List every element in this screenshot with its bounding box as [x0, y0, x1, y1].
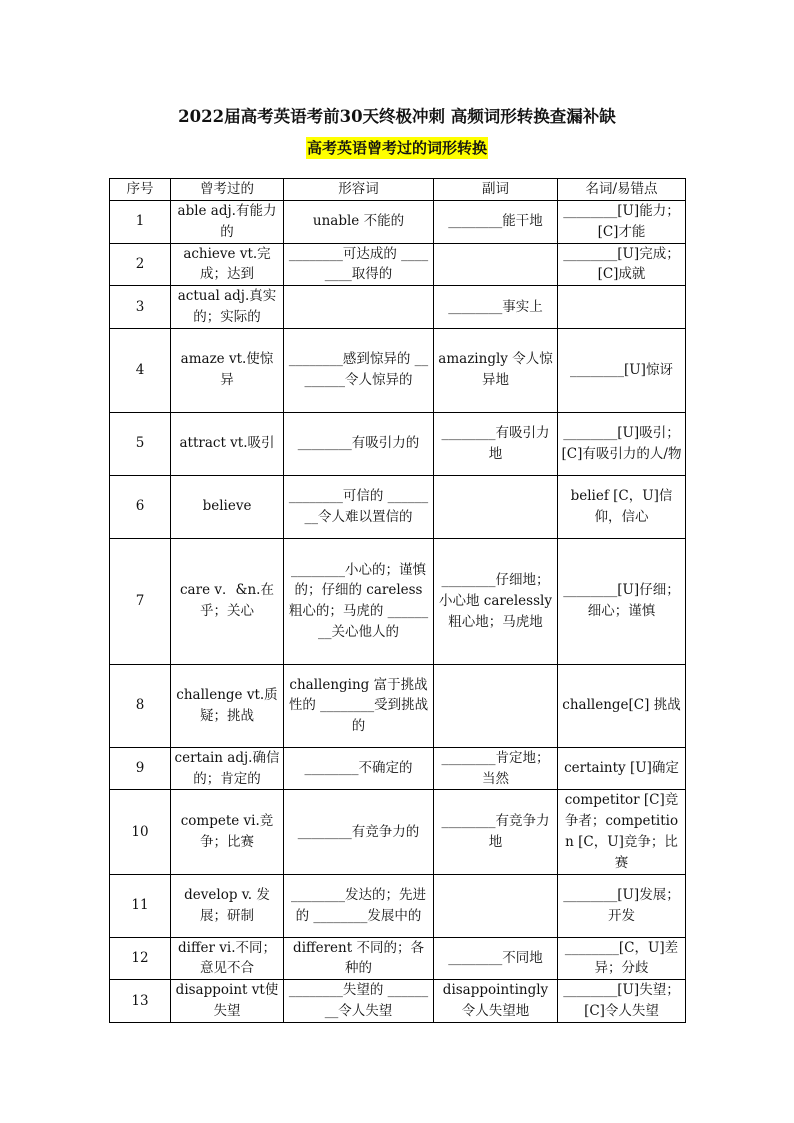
- cell-noun: [558, 286, 686, 329]
- row-number: 4: [110, 328, 171, 412]
- table-row: [110, 980, 686, 1023]
- table-row: [110, 412, 686, 475]
- cell-noun: competitor [C]竞争者；competition [C，U]竞争；比赛: [558, 790, 686, 874]
- cell-adjective: ________不确定的: [284, 747, 434, 790]
- table-row: [110, 538, 686, 664]
- cell-noun: ________[U]吸引；[C]有吸引力的人/物: [558, 412, 686, 475]
- cell-adjective: ________发达的；先进的 ________发展中的: [284, 874, 434, 937]
- row-number: 9: [110, 747, 171, 790]
- cell-noun: challenge[C] 挑战: [558, 664, 686, 747]
- row-number: 6: [110, 475, 171, 538]
- row-number: 13: [110, 980, 171, 1023]
- cell-adjective: challenging 富于挑战性的 ________受到挑战的: [284, 664, 434, 747]
- cell-adverb: ________肯定地；当然: [434, 747, 558, 790]
- cell-noun: ________[U]失望；[C]令人失望: [558, 980, 686, 1023]
- cell-noun: ________[C，U]差异；分歧: [558, 937, 686, 980]
- cell-noun: belief [C，U]信仰，信心: [558, 475, 686, 538]
- cell-noun: ________[U]仔细；细心；谨慎: [558, 538, 686, 664]
- header-noun: 名词/易错点: [558, 179, 686, 201]
- row-number: 7: [110, 538, 171, 664]
- cell-adverb: ________有吸引力地: [434, 412, 558, 475]
- cell-adverb: ________能干地: [434, 201, 558, 244]
- row-number: 12: [110, 937, 171, 980]
- cell-adverb: ________有竞争力地: [434, 790, 558, 874]
- table-row: [110, 747, 686, 790]
- cell-adjective: ________感到惊异的 ________令人惊异的: [284, 328, 434, 412]
- table-row: [110, 286, 686, 329]
- row-number: 11: [110, 874, 171, 937]
- word-forms-table: [109, 178, 686, 1023]
- cell-adverb: [434, 874, 558, 937]
- cell-adjective: [284, 286, 434, 329]
- cell-word: able adj.有能力的: [171, 201, 284, 244]
- header-tested-word: 曾考过的: [171, 179, 284, 201]
- cell-word: disappoint vt使失望: [171, 980, 284, 1023]
- header-number: 序号: [110, 179, 171, 201]
- cell-adverb: [434, 664, 558, 747]
- cell-noun: ________[U]惊讶: [558, 328, 686, 412]
- cell-word: actual adj.真实的；实际的: [171, 286, 284, 329]
- cell-noun: ________[U]能力；[C]才能: [558, 201, 686, 244]
- cell-adjective: ________可达成的 ________取得的: [284, 243, 434, 286]
- cell-adverb: [434, 243, 558, 286]
- cell-noun: ________[U]发展；开发: [558, 874, 686, 937]
- cell-word: challenge vt.质疑；挑战: [171, 664, 284, 747]
- cell-word: amaze vt.使惊异: [171, 328, 284, 412]
- cell-adjective: ________有吸引力的: [284, 412, 434, 475]
- header-adverb: 副词: [434, 179, 558, 201]
- table-row: [110, 874, 686, 937]
- cell-adjective: different 不同的；各种的: [284, 937, 434, 980]
- row-number: 5: [110, 412, 171, 475]
- cell-word: differ vi.不同；意见不合: [171, 937, 284, 980]
- cell-adverb: ________不同地: [434, 937, 558, 980]
- cell-word: compete vi.竞争；比赛: [171, 790, 284, 874]
- cell-adverb: ________事实上: [434, 286, 558, 329]
- subtitle-container: [0, 137, 794, 159]
- cell-word: care v．&n.在乎；关心: [171, 538, 284, 664]
- cell-word: certain adj.确信的；肯定的: [171, 747, 284, 790]
- cell-word: develop v. 发展；研制: [171, 874, 284, 937]
- cell-word: achieve vt.完成；达到: [171, 243, 284, 286]
- cell-adverb: ________仔细地；小心地 carelessly 粗心地；马虎地: [434, 538, 558, 664]
- cell-word: attract vt.吸引: [171, 412, 284, 475]
- table-row: [110, 937, 686, 980]
- row-number: 2: [110, 243, 171, 286]
- document-subtitle-highlighted: 高考英语曾考过的词形转换: [306, 139, 487, 157]
- table-row: [110, 790, 686, 874]
- cell-noun: certainty [U]确定: [558, 747, 686, 790]
- cell-word: believe: [171, 475, 284, 538]
- table-row: [110, 664, 686, 747]
- cell-adjective: ________有竞争力的: [284, 790, 434, 874]
- row-number: 1: [110, 201, 171, 244]
- cell-adjective: unable 不能的: [284, 201, 434, 244]
- row-number: 10: [110, 790, 171, 874]
- table-header-row: [110, 179, 686, 201]
- cell-adjective: ________小心的；谨慎的；仔细的 careless 粗心的；马虎的 ________关心他人的: [284, 538, 434, 664]
- header-adjective: 形容词: [284, 179, 434, 201]
- cell-adverb: disappointingly 令人失望地: [434, 980, 558, 1023]
- table-row: [110, 201, 686, 244]
- row-number: 3: [110, 286, 171, 329]
- cell-adjective: ________失望的 ________令人失望: [284, 980, 434, 1023]
- row-number: 8: [110, 664, 171, 747]
- cell-adjective: ________可信的 ________令人难以置信的: [284, 475, 434, 538]
- document-title: 2022届高考英语考前30天终极冲刺 高频词形转换查漏补缺: [178, 107, 616, 126]
- cell-noun: ________[U]完成；[C]成就: [558, 243, 686, 286]
- table-row: [110, 328, 686, 412]
- cell-adverb: amazingly 令人惊异地: [434, 328, 558, 412]
- table-row: [110, 243, 686, 286]
- cell-adverb: [434, 475, 558, 538]
- table-row: [110, 475, 686, 538]
